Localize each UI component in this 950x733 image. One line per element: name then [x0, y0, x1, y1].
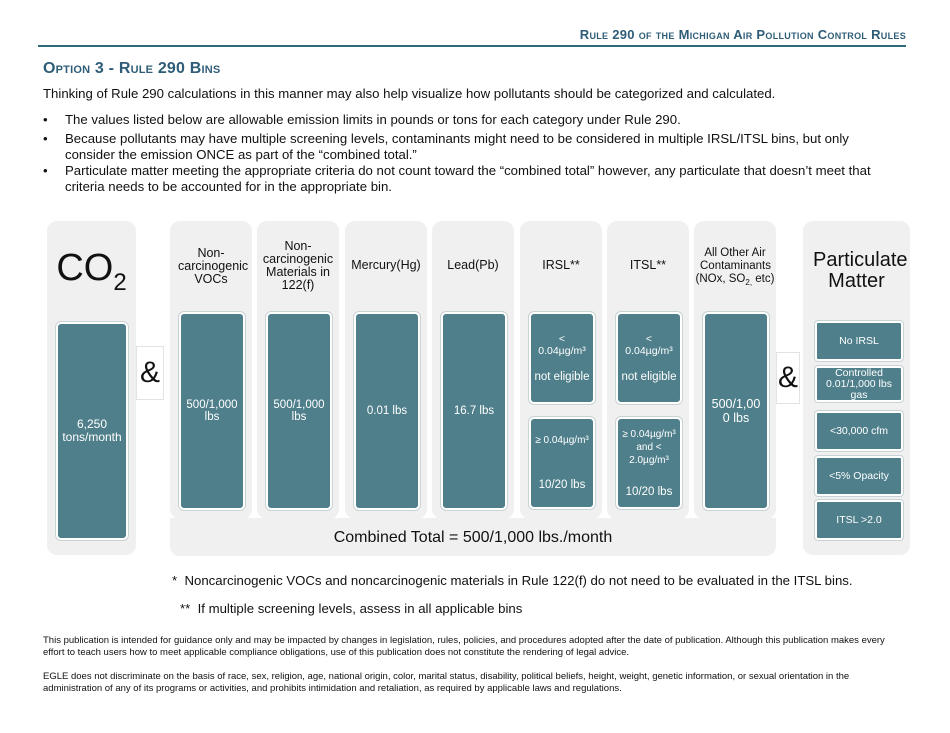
other-heading-subscript: 2, — [745, 278, 753, 287]
particulate-item: <5% Opacity — [815, 456, 903, 496]
particulate-item: <30,000 cfm — [815, 411, 903, 451]
combined-total-label: Combined Total = 500/1,000 lbs./month — [333, 529, 613, 546]
itsl-bottom-bar — [616, 417, 682, 509]
voc-bar — [179, 312, 245, 510]
co2-subscript: 2 — [113, 269, 127, 296]
other-heading — [694, 247, 776, 289]
irsl-bottom-bar — [529, 417, 595, 509]
particulate-item: Controlled 0.01/1,000 lbs gas — [815, 366, 903, 402]
co2-label: CO — [56, 247, 114, 289]
irsl-bottom-value: 10/20 lbs — [538, 478, 586, 491]
document-header: Rule 290 of the Michigan Air Pollution Control Rules — [579, 27, 906, 42]
footnote-single-star: * Noncarcinogenic VOCs and noncarcinogenic materials in Rule 122(f) do not need to be evaluated in the ITSL bins. — [172, 573, 853, 588]
ampersand-left: & — [136, 346, 164, 400]
voc-value: 500/1,000 lbs — [186, 399, 238, 423]
lead-heading: Lead(Pb) — [447, 258, 499, 272]
itsl-top-threshold: < 0.04µg/m³ — [625, 333, 673, 357]
non-discrimination-statement: EGLE does not discriminate on the basis of race, sex, religion, age, national origin, color, marital status, disability, political beliefs, height, weight, genetic information, or sexual orientation in the administration of any of its programs or activities, and prohibits intimidation and retaliation, as required by applicable laws and regulations. — [43, 671, 850, 694]
co2-value: 6,250 tons/month — [62, 417, 122, 444]
mercury-heading: Mercury(Hg) — [351, 258, 421, 272]
materials-bar — [266, 312, 332, 510]
irsl-top-threshold: < 0.04µg/m³ — [538, 333, 586, 357]
itsl-bottom-threshold: ≥ 0.04µg/m³ and < 2.0µg/m³ — [622, 429, 676, 467]
irsl-bottom-threshold: ≥ 0.04µg/m³ — [535, 435, 589, 447]
itsl-bottom-value: 10/20 lbs — [625, 485, 673, 498]
itsl-top-value: not eligible — [621, 371, 677, 383]
bullet-item: • The values listed below are allowable emission limits in pounds or tons for each category under Rule 290. — [43, 112, 883, 128]
voc-heading: Non-carcinogenic VOCs — [178, 246, 249, 286]
bullet-item: • Particulate matter meeting the appropriate criteria do not count toward the “combined total” however, any particulate that doesn’t meet that criteria needs to be accounted for in the appropriate bin. — [43, 163, 883, 195]
header-rule — [38, 45, 906, 47]
lead-bar — [441, 312, 507, 510]
materials-heading: Non-carcinogenic Materials in 122(f) — [262, 239, 334, 292]
co2-bar — [56, 322, 128, 540]
itsl-heading: ITSL** — [629, 258, 667, 272]
irsl-top-value: not eligible — [534, 371, 590, 383]
other-value: 500/1,00 0 lbs — [711, 397, 761, 425]
ampersand-right: & — [776, 352, 800, 404]
particulate-item: No IRSL — [815, 321, 903, 361]
particulate-item: ITSL >2.0 — [815, 500, 903, 540]
other-heading-line1: All Other Air Contaminants — [700, 247, 771, 272]
co2-heading — [47, 248, 136, 303]
materials-value: 500/1,000 lbs — [273, 399, 325, 423]
mercury-value: 0.01 lbs — [366, 405, 408, 417]
section-title: Option 3 - Rule 290 Bins — [43, 60, 221, 77]
bullet-item: • Because pollutants may have multiple screening levels, contaminants might need to be considered in multiple IRSL/ITSL bins, but only consider the emission ONCE as part of the “combined total.” — [43, 131, 883, 163]
guidance-disclaimer: This publication is intended for guidance only and may be impacted by changes in legislation, rules, policies, and procedures adopted after the date of publication. Although this publication makes every effort to teach users how to meet applicable compliance obligations, use of this publication does not constitute the rendering of legal advice. — [43, 635, 885, 658]
bullet-list — [43, 112, 883, 195]
other-heading-line2 — [694, 273, 776, 289]
other-heading-suffix: etc) — [752, 273, 775, 285]
irsl-top-bar — [529, 312, 595, 404]
footnote-double-star: ** If multiple screening levels, assess in all applicable bins — [180, 601, 523, 616]
particulate-heading: Particulate Matter — [813, 249, 908, 292]
intro-paragraph: Thinking of Rule 290 calculations in this manner may also help visualize how pollutants should be categorized and calculated. — [43, 86, 776, 101]
lead-value: 16.7 lbs — [453, 405, 495, 417]
other-heading-prefix: (NOx, SO — [695, 273, 746, 285]
mercury-bar — [354, 312, 420, 510]
irsl-heading: IRSL** — [542, 258, 580, 272]
itsl-top-bar — [616, 312, 682, 404]
other-bar — [703, 312, 769, 510]
